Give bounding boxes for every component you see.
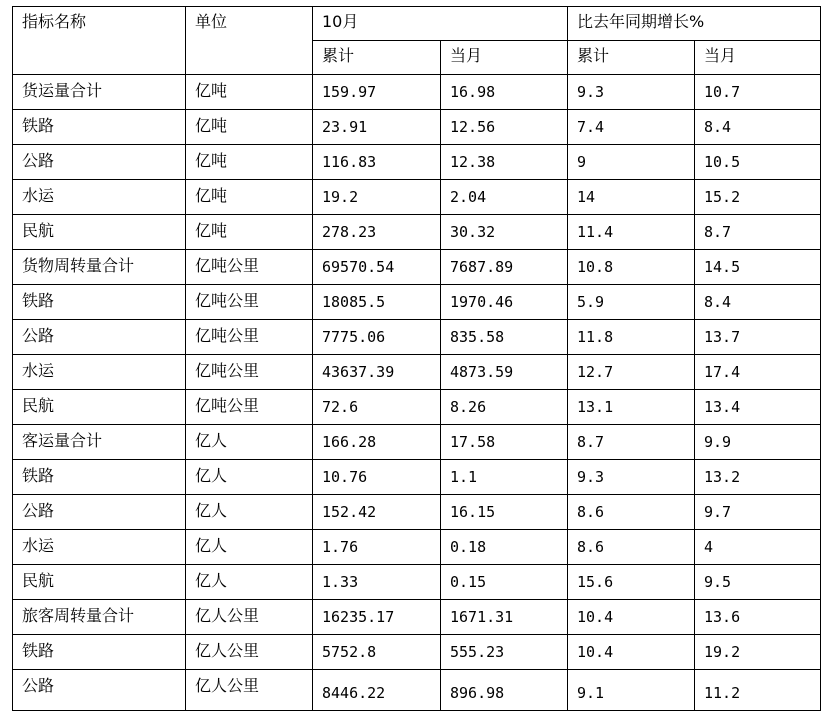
- cell-unit-value: 亿人公里: [195, 641, 260, 660]
- cell-cumulative: [313, 145, 441, 180]
- header-month-2-label: 当月: [704, 46, 737, 65]
- cell-current-month-value: 12.56: [450, 118, 496, 136]
- cell-indicator-name: [13, 110, 186, 145]
- table-row: [13, 320, 821, 355]
- table-row: [13, 425, 821, 460]
- cell-current-month-value: 16.15: [450, 503, 496, 521]
- cell-unit-value: 亿人: [195, 536, 228, 555]
- cell-current-month-value: 896.98: [450, 684, 505, 702]
- cell-growth-cumulative: [568, 425, 695, 460]
- table-row: [13, 460, 821, 495]
- table-row: [13, 495, 821, 530]
- cell-unit: [186, 250, 313, 285]
- cell-growth-cumulative-value: 8.6: [577, 538, 605, 556]
- cell-current-month-value: 12.38: [450, 153, 496, 171]
- cell-unit: [186, 635, 313, 670]
- table-row: [13, 285, 821, 320]
- cell-growth-month-value: 11.2: [704, 684, 741, 702]
- cell-cumulative-value: 72.6: [322, 398, 359, 416]
- cell-unit-value: 亿吨: [195, 221, 228, 240]
- cell-growth-month: [695, 670, 821, 711]
- header-cumulative-2-label: 累计: [577, 46, 610, 65]
- cell-unit-value: 亿人公里: [195, 606, 260, 625]
- cell-growth-cumulative: [568, 635, 695, 670]
- cell-unit: [186, 355, 313, 390]
- cell-growth-month-value: 19.2: [704, 643, 741, 661]
- cell-cumulative: [313, 390, 441, 425]
- cell-indicator-name-value: 货物周转量合计: [22, 256, 135, 275]
- cell-growth-month: [695, 250, 821, 285]
- cell-indicator-name-value: 铁路: [22, 116, 55, 135]
- cell-growth-cumulative: [568, 600, 695, 635]
- cell-growth-month: [695, 285, 821, 320]
- cell-growth-cumulative-value: 13.1: [577, 398, 614, 416]
- cell-growth-month-value: 10.5: [704, 153, 741, 171]
- cell-indicator-name-value: 公路: [22, 326, 55, 345]
- table-row: [13, 250, 821, 285]
- cell-unit-value: 亿吨公里: [195, 291, 260, 310]
- cell-growth-month-value: 8.7: [704, 223, 732, 241]
- cell-unit: [186, 145, 313, 180]
- cell-growth-cumulative-value: 10.8: [577, 258, 614, 276]
- cell-growth-cumulative: [568, 320, 695, 355]
- cell-growth-month-value: 4: [704, 538, 714, 556]
- cell-growth-month-value: 13.2: [704, 468, 741, 486]
- cell-indicator-name: [13, 495, 186, 530]
- cell-current-month-value: 1.1: [450, 468, 478, 486]
- cell-growth-month-value: 9.5: [704, 573, 732, 591]
- table-row: [13, 530, 821, 565]
- cell-growth-cumulative-value: 7.4: [577, 118, 605, 136]
- cell-growth-cumulative: [568, 110, 695, 145]
- cell-growth-cumulative: [568, 285, 695, 320]
- cell-cumulative-value: 8446.22: [322, 684, 386, 702]
- cell-growth-month: [695, 320, 821, 355]
- cell-growth-cumulative-value: 14: [577, 188, 596, 206]
- cell-current-month: [441, 215, 568, 250]
- cell-current-month-value: 17.58: [450, 433, 496, 451]
- cell-unit-value: 亿吨公里: [195, 256, 260, 275]
- cell-growth-month-value: 10.7: [704, 83, 741, 101]
- header-indicator-name-label: 指标名称: [22, 12, 87, 31]
- header-month-1: [441, 41, 568, 75]
- cell-indicator-name: [13, 530, 186, 565]
- cell-current-month: [441, 565, 568, 600]
- cell-unit: [186, 75, 313, 110]
- cell-current-month-value: 7687.89: [450, 258, 514, 276]
- cell-growth-cumulative-value: 9.1: [577, 684, 605, 702]
- cell-growth-cumulative-value: 10.4: [577, 643, 614, 661]
- cell-unit-value: 亿人: [195, 431, 228, 450]
- cell-cumulative: [313, 425, 441, 460]
- header-month-group: [313, 7, 568, 41]
- cell-current-month: [441, 355, 568, 390]
- cell-indicator-name-value: 客运量合计: [22, 431, 103, 450]
- cell-growth-month: [695, 75, 821, 110]
- cell-indicator-name-value: 水运: [22, 361, 55, 380]
- header-cumulative-1: [313, 41, 441, 75]
- cell-cumulative-value: 43637.39: [322, 363, 395, 381]
- table-row: [13, 180, 821, 215]
- cell-cumulative: [313, 635, 441, 670]
- header-unit-label: 单位: [195, 12, 228, 31]
- cell-indicator-name: [13, 285, 186, 320]
- cell-current-month: [441, 75, 568, 110]
- cell-growth-cumulative-value: 12.7: [577, 363, 614, 381]
- cell-growth-cumulative-value: 8.6: [577, 503, 605, 521]
- cell-unit: [186, 565, 313, 600]
- cell-indicator-name: [13, 145, 186, 180]
- cell-unit-value: 亿吨公里: [195, 396, 260, 415]
- table-row: [13, 565, 821, 600]
- cell-growth-cumulative: [568, 180, 695, 215]
- cell-cumulative: [313, 565, 441, 600]
- cell-indicator-name: [13, 670, 186, 711]
- cell-unit-value: 亿吨公里: [195, 326, 260, 345]
- cell-growth-cumulative: [568, 250, 695, 285]
- cell-indicator-name: [13, 460, 186, 495]
- cell-growth-cumulative-value: 9.3: [577, 468, 605, 486]
- cell-growth-month: [695, 355, 821, 390]
- cell-current-month: [441, 495, 568, 530]
- cell-cumulative: [313, 460, 441, 495]
- cell-current-month: [441, 390, 568, 425]
- cell-current-month-value: 555.23: [450, 643, 505, 661]
- cell-unit: [186, 460, 313, 495]
- cell-growth-month: [695, 390, 821, 425]
- cell-current-month-value: 2.04: [450, 188, 487, 206]
- cell-growth-cumulative-value: 8.7: [577, 433, 605, 451]
- cell-growth-cumulative: [568, 355, 695, 390]
- cell-growth-cumulative-value: 9.3: [577, 83, 605, 101]
- cell-growth-month-value: 13.4: [704, 398, 741, 416]
- cell-unit: [186, 530, 313, 565]
- cell-cumulative-value: 10.76: [322, 468, 368, 486]
- cell-cumulative-value: 1.33: [322, 573, 359, 591]
- cell-current-month: [441, 670, 568, 711]
- cell-growth-month: [695, 425, 821, 460]
- cell-growth-month-value: 8.4: [704, 118, 732, 136]
- cell-growth-month: [695, 110, 821, 145]
- cell-unit-value: 亿人: [195, 571, 228, 590]
- cell-indicator-name-value: 货运量合计: [22, 81, 103, 100]
- cell-cumulative-value: 278.23: [322, 223, 377, 241]
- cell-indicator-name: [13, 250, 186, 285]
- header-month-group-label: 10月: [322, 12, 359, 31]
- cell-indicator-name-value: 公路: [22, 676, 55, 695]
- table-row: [13, 355, 821, 390]
- cell-indicator-name-value: 铁路: [22, 466, 55, 485]
- cell-unit: [186, 425, 313, 460]
- cell-growth-cumulative-value: 11.8: [577, 328, 614, 346]
- cell-unit-value: 亿人: [195, 501, 228, 520]
- cell-unit-value: 亿吨: [195, 151, 228, 170]
- cell-cumulative-value: 7775.06: [322, 328, 386, 346]
- header-month-2: [695, 41, 821, 75]
- cell-current-month-value: 8.26: [450, 398, 487, 416]
- header-unit: [186, 7, 313, 75]
- cell-growth-cumulative: [568, 530, 695, 565]
- cell-growth-month: [695, 600, 821, 635]
- cell-indicator-name: [13, 215, 186, 250]
- cell-cumulative-value: 159.97: [322, 83, 377, 101]
- cell-cumulative: [313, 600, 441, 635]
- cell-current-month-value: 16.98: [450, 83, 496, 101]
- cell-growth-month-value: 9.9: [704, 433, 732, 451]
- cell-indicator-name: [13, 390, 186, 425]
- cell-current-month: [441, 320, 568, 355]
- cell-current-month: [441, 635, 568, 670]
- statistics-table: [12, 6, 821, 711]
- cell-growth-month: [695, 180, 821, 215]
- cell-current-month-value: 835.58: [450, 328, 505, 346]
- cell-current-month: [441, 425, 568, 460]
- cell-cumulative: [313, 110, 441, 145]
- cell-cumulative-value: 152.42: [322, 503, 377, 521]
- cell-indicator-name-value: 公路: [22, 501, 55, 520]
- cell-indicator-name-value: 公路: [22, 151, 55, 170]
- cell-unit: [186, 215, 313, 250]
- cell-indicator-name-value: 铁路: [22, 641, 55, 660]
- header-growth-group: [568, 7, 821, 41]
- header-cumulative-1-label: 累计: [322, 46, 355, 65]
- cell-indicator-name-value: 水运: [22, 536, 55, 555]
- cell-indicator-name-value: 铁路: [22, 291, 55, 310]
- cell-growth-cumulative: [568, 495, 695, 530]
- table-row: [13, 145, 821, 180]
- cell-cumulative: [313, 495, 441, 530]
- cell-growth-month-value: 13.6: [704, 608, 741, 626]
- cell-indicator-name: [13, 425, 186, 460]
- table-row: [13, 75, 821, 110]
- cell-indicator-name-value: 旅客周转量合计: [22, 606, 135, 625]
- cell-growth-cumulative-value: 10.4: [577, 608, 614, 626]
- cell-current-month-value: 1671.31: [450, 608, 514, 626]
- cell-current-month: [441, 250, 568, 285]
- cell-current-month: [441, 530, 568, 565]
- cell-indicator-name: [13, 600, 186, 635]
- cell-unit: [186, 285, 313, 320]
- cell-current-month-value: 1970.46: [450, 293, 514, 311]
- cell-cumulative: [313, 215, 441, 250]
- cell-growth-month-value: 15.2: [704, 188, 741, 206]
- cell-unit-value: 亿人公里: [195, 676, 260, 695]
- cell-cumulative: [313, 250, 441, 285]
- cell-unit-value: 亿吨: [195, 81, 228, 100]
- cell-cumulative-value: 166.28: [322, 433, 377, 451]
- cell-cumulative-value: 1.76: [322, 538, 359, 556]
- cell-cumulative-value: 18085.5: [322, 293, 386, 311]
- cell-indicator-name: [13, 75, 186, 110]
- cell-indicator-name: [13, 180, 186, 215]
- cell-growth-cumulative: [568, 390, 695, 425]
- cell-growth-cumulative: [568, 145, 695, 180]
- cell-unit-value: 亿吨: [195, 116, 228, 135]
- cell-cumulative: [313, 320, 441, 355]
- cell-current-month: [441, 285, 568, 320]
- cell-current-month: [441, 460, 568, 495]
- cell-growth-month: [695, 495, 821, 530]
- cell-indicator-name: [13, 635, 186, 670]
- cell-unit-value: 亿人: [195, 466, 228, 485]
- cell-growth-month-value: 8.4: [704, 293, 732, 311]
- cell-growth-month: [695, 635, 821, 670]
- cell-cumulative: [313, 670, 441, 711]
- cell-indicator-name: [13, 355, 186, 390]
- cell-growth-month: [695, 145, 821, 180]
- cell-current-month: [441, 145, 568, 180]
- cell-cumulative-value: 116.83: [322, 153, 377, 171]
- cell-indicator-name-value: 水运: [22, 186, 55, 205]
- table-row: [13, 635, 821, 670]
- cell-indicator-name-value: 民航: [22, 221, 55, 240]
- cell-growth-month: [695, 460, 821, 495]
- cell-cumulative-value: 19.2: [322, 188, 359, 206]
- cell-growth-month-value: 14.5: [704, 258, 741, 276]
- cell-cumulative: [313, 285, 441, 320]
- cell-unit: [186, 320, 313, 355]
- header-growth-group-label: 比去年同期增长%: [577, 12, 705, 31]
- header-cumulative-2: [568, 41, 695, 75]
- cell-cumulative-value: 16235.17: [322, 608, 395, 626]
- cell-growth-cumulative: [568, 75, 695, 110]
- cell-unit: [186, 390, 313, 425]
- cell-growth-cumulative-value: 15.6: [577, 573, 614, 591]
- cell-current-month-value: 30.32: [450, 223, 496, 241]
- cell-cumulative-value: 69570.54: [322, 258, 395, 276]
- table-row: [13, 390, 821, 425]
- table-row: [13, 600, 821, 635]
- cell-current-month: [441, 110, 568, 145]
- cell-current-month-value: 0.18: [450, 538, 487, 556]
- cell-unit-value: 亿吨: [195, 186, 228, 205]
- cell-growth-month-value: 13.7: [704, 328, 741, 346]
- cell-unit-value: 亿吨公里: [195, 361, 260, 380]
- cell-cumulative-value: 5752.8: [322, 643, 377, 661]
- cell-unit: [186, 495, 313, 530]
- cell-current-month-value: 4873.59: [450, 363, 514, 381]
- cell-unit: [186, 600, 313, 635]
- cell-indicator-name: [13, 320, 186, 355]
- cell-indicator-name-value: 民航: [22, 571, 55, 590]
- cell-growth-cumulative: [568, 565, 695, 600]
- cell-growth-cumulative: [568, 670, 695, 711]
- cell-cumulative: [313, 180, 441, 215]
- cell-growth-cumulative-value: 11.4: [577, 223, 614, 241]
- cell-growth-cumulative-value: 9: [577, 153, 587, 171]
- header-row-1: [13, 7, 821, 41]
- cell-growth-month: [695, 565, 821, 600]
- cell-growth-cumulative: [568, 215, 695, 250]
- cell-cumulative-value: 23.91: [322, 118, 368, 136]
- cell-growth-month-value: 9.7: [704, 503, 732, 521]
- cell-unit: [186, 180, 313, 215]
- table-row: [13, 670, 821, 711]
- cell-current-month: [441, 180, 568, 215]
- table-row: [13, 215, 821, 250]
- cell-growth-cumulative-value: 5.9: [577, 293, 605, 311]
- cell-unit: [186, 670, 313, 711]
- cell-growth-month: [695, 215, 821, 250]
- cell-cumulative: [313, 355, 441, 390]
- cell-current-month: [441, 600, 568, 635]
- cell-cumulative: [313, 75, 441, 110]
- table-row: [13, 110, 821, 145]
- cell-growth-cumulative: [568, 460, 695, 495]
- cell-growth-month: [695, 530, 821, 565]
- header-month-1-label: 当月: [450, 46, 483, 65]
- header-indicator-name: [13, 7, 186, 75]
- cell-indicator-name: [13, 565, 186, 600]
- cell-current-month-value: 0.15: [450, 573, 487, 591]
- cell-cumulative: [313, 530, 441, 565]
- cell-unit: [186, 110, 313, 145]
- cell-growth-month-value: 17.4: [704, 363, 741, 381]
- cell-indicator-name-value: 民航: [22, 396, 55, 415]
